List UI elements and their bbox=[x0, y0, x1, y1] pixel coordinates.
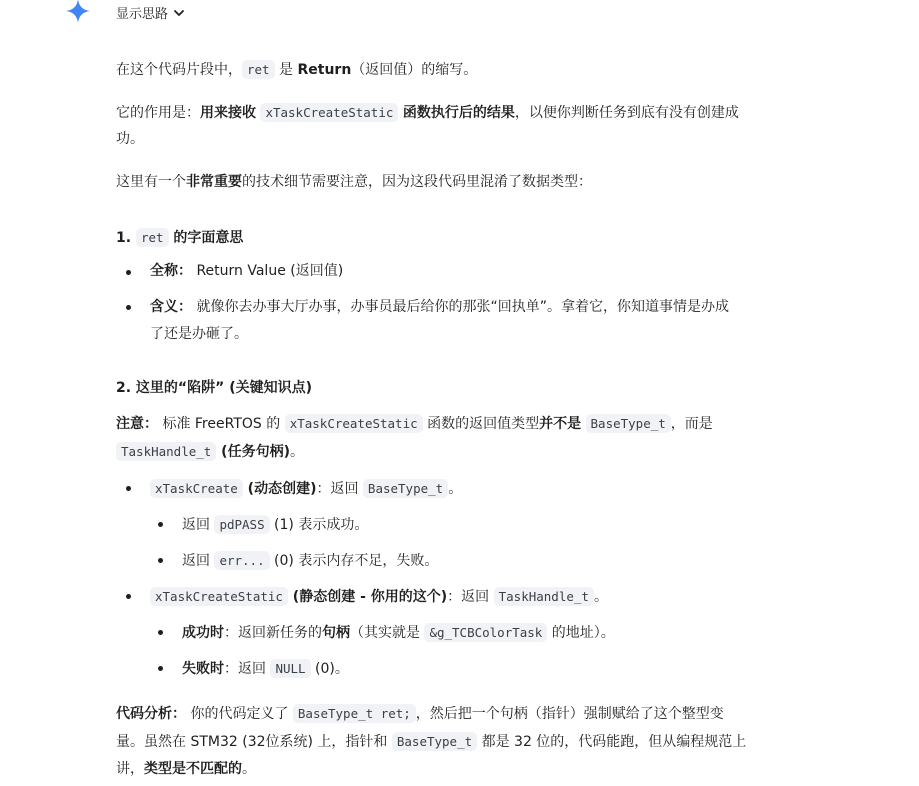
chevron-down-icon bbox=[173, 7, 185, 19]
inline-code: TaskHandle_t bbox=[494, 587, 594, 606]
show-thoughts-label: 显示思路 bbox=[116, 7, 169, 22]
analysis-paragraph: 代码分析： 你的代码定义了 BaseType_t ret; ，然后把一个句柄（指针）强制赋给了这个整型变 bbox=[116, 706, 724, 722]
bullet bbox=[126, 486, 131, 491]
inline-code: xTaskCreateStatic bbox=[150, 587, 288, 606]
bullet bbox=[158, 666, 163, 671]
section-heading-2: 2. 这里的“陷阱” (关键知识点) bbox=[116, 380, 313, 396]
analysis-paragraph-cont: 量。虽然在 STM32 (32位系统) 上，指针和 BaseType_t 都是 32 位的，代码能跑，但从编程规范上 bbox=[116, 734, 747, 750]
purpose-paragraph: 它的作用是：用来接收 xTaskCreateStatic 函数执行后的结果，以便你判断任务到底有没有创建成 bbox=[116, 105, 739, 121]
note-paragraph-cont: TaskHandle_t (任务句柄)。 bbox=[116, 438, 304, 466]
inline-code: BaseType_t ret; bbox=[293, 704, 416, 723]
warning-paragraph: 这里有一个非常重要的技术细节需要注意，因为这段代码里混淆了数据类型： bbox=[116, 174, 592, 190]
purpose-paragraph-cont: 功。 bbox=[116, 131, 144, 147]
inline-code: ret bbox=[242, 60, 275, 79]
section-heading-1: 1. ret 的字面意思 bbox=[116, 230, 244, 246]
inline-code: ret bbox=[136, 228, 169, 247]
inline-code: xTaskCreateStatic bbox=[260, 103, 398, 122]
bullet bbox=[158, 558, 163, 563]
note-paragraph: 注意： 标准 FreeRTOS 的 xTaskCreateStatic 函数的返回值类型并不是 BaseType_t ，而是 bbox=[116, 416, 713, 432]
bullet bbox=[158, 630, 163, 635]
inline-code: xTaskCreate bbox=[150, 479, 243, 498]
inline-code: BaseType_t bbox=[392, 732, 477, 751]
show-thoughts-toggle[interactable] bbox=[116, 3, 185, 22]
bullet bbox=[126, 305, 131, 310]
inline-code: err... bbox=[214, 551, 269, 570]
intro-paragraph: 在这个代码片段中， ret 是 Return（返回值）的缩写。 bbox=[116, 62, 478, 78]
bullet bbox=[126, 594, 131, 599]
response-header bbox=[0, 0, 919, 28]
inline-code: NULL bbox=[270, 659, 310, 678]
inline-code: pdPASS bbox=[214, 515, 269, 534]
bullet bbox=[126, 270, 131, 275]
gemini-spark-icon bbox=[65, 0, 91, 24]
inline-code: BaseType_t bbox=[586, 414, 671, 433]
inline-code: TaskHandle_t bbox=[116, 442, 216, 461]
analysis-paragraph-cont2: 讲，类型是不匹配的。 bbox=[116, 761, 256, 777]
bullet bbox=[158, 522, 163, 527]
inline-code: &g_TCBColorTask bbox=[424, 623, 547, 642]
inline-code: BaseType_t bbox=[363, 479, 448, 498]
inline-code: xTaskCreateStatic bbox=[285, 414, 423, 433]
